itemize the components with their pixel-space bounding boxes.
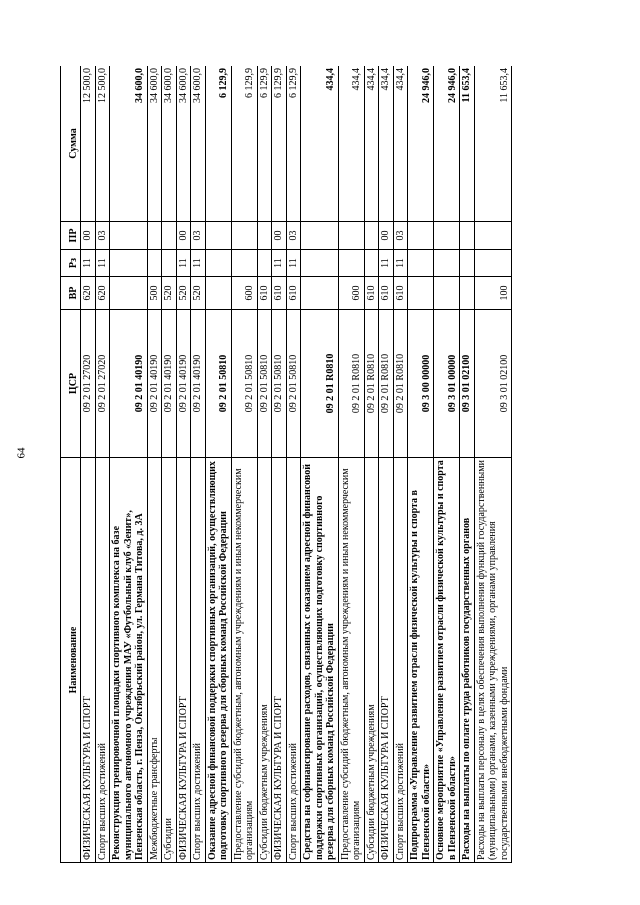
table-row	[301, 66, 339, 863]
row-csr-cell: 09 2 01 R0810	[301, 310, 339, 458]
row-pr-cell	[338, 222, 364, 250]
row-name-cell: ФИЗИЧЕСКАЯ КУЛЬТУРА И СПОРТ	[81, 458, 96, 863]
row-pr-cell: 03	[393, 222, 408, 250]
row-csr-cell: 09 3 00 00000	[408, 310, 434, 458]
table-row	[231, 66, 257, 863]
row-vr-cell: 610	[257, 277, 272, 310]
row-sum-cell: 34 600,0	[176, 66, 191, 222]
row-sum-cell: 11 653,4	[460, 66, 475, 222]
header-sum: Сумма	[61, 66, 81, 222]
header-vr: ВР	[61, 277, 81, 310]
row-sum-cell: 12 500,0	[81, 66, 96, 222]
row-name-cell: ФИЗИЧЕСКАЯ КУЛЬТУРА И СПОРТ	[272, 458, 287, 863]
row-vr-cell: 620	[95, 277, 110, 310]
row-pr-cell: 00	[81, 222, 96, 250]
row-rz-cell	[301, 250, 339, 277]
row-name-cell: Межбюджетные трансферты	[147, 458, 162, 863]
row-pr-cell	[301, 222, 339, 250]
row-name-cell: Средства на софинансирование расходов, связанных с оказанием адресной финансовой поддержки спортивных организаций, осуществляющих подготовку спортивного резерва для сборных команд Российской Федерации	[301, 458, 339, 863]
row-sum-cell: 12 500,0	[95, 66, 110, 222]
header-pr: ПР	[61, 222, 81, 250]
row-rz-cell: 11	[81, 250, 96, 277]
row-vr-cell: 610	[393, 277, 408, 310]
budget-table-sheet	[60, 66, 585, 863]
row-vr-cell: 520	[191, 277, 206, 310]
row-rz-cell: 11	[286, 250, 301, 277]
row-csr-cell: 09 2 01 27020	[81, 310, 96, 458]
row-name-cell: Реконструкция тренировочной площадки спортивного комплекса на базе муниципального автономного учреждения МАУ «Футбольный клуб «Зенит», Пензенская область, г. Пенза, Октябрьский район, ул. Германа Титова, д. 3А	[110, 458, 148, 863]
row-name-cell: ФИЗИЧЕСКАЯ КУЛЬТУРА И СПОРТ	[379, 458, 394, 863]
row-rz-cell: 11	[95, 250, 110, 277]
row-rz-cell	[460, 250, 475, 277]
row-sum-cell: 434,4	[338, 66, 364, 222]
page-number-container	[0, 0, 42, 905]
row-csr-cell: 09 2 01 50810	[272, 310, 287, 458]
row-csr-cell: 09 2 01 R0810	[364, 310, 379, 458]
row-csr-cell: 09 2 01 50810	[286, 310, 301, 458]
row-pr-cell	[408, 222, 434, 250]
row-vr-cell: 520	[162, 277, 177, 310]
row-csr-cell: 09 3 01 02100	[460, 310, 475, 458]
page-number: 64	[15, 447, 27, 458]
row-rz-cell	[474, 250, 512, 277]
row-name-cell: Спорт высших достижений	[95, 458, 110, 863]
row-vr-cell	[110, 277, 148, 310]
row-name-cell: Спорт высших достижений	[191, 458, 206, 863]
row-rz-cell: 11	[176, 250, 191, 277]
table-row	[162, 66, 177, 863]
row-sum-cell: 11 653,4	[474, 66, 512, 222]
row-pr-cell: 00	[272, 222, 287, 250]
table-row	[434, 66, 460, 863]
header-csr: ЦСР	[61, 310, 81, 458]
row-sum-cell: 434,4	[379, 66, 394, 222]
row-rz-cell: 11	[191, 250, 206, 277]
row-sum-cell: 34 600,0	[110, 66, 148, 222]
row-name-cell: Предоставление субсидий бюджетным, автономным учреждениям и иным некоммерческим организациям	[231, 458, 257, 863]
row-name-cell: Оказание адресной финансовой поддержки спортивных организаций, осуществляющих подготовку спортивного резерва для сборных команд Российской Федерации	[205, 458, 231, 863]
row-vr-cell	[301, 277, 339, 310]
row-vr-cell: 610	[364, 277, 379, 310]
table-body	[81, 66, 512, 863]
row-vr-cell: 610	[272, 277, 287, 310]
table-row	[176, 66, 191, 863]
row-pr-cell	[460, 222, 475, 250]
row-pr-cell: 03	[286, 222, 301, 250]
row-pr-cell	[162, 222, 177, 250]
table-row	[272, 66, 287, 863]
row-rz-cell	[257, 250, 272, 277]
row-csr-cell: 09 2 01 40190	[162, 310, 177, 458]
row-sum-cell: 434,4	[393, 66, 408, 222]
row-rz-cell	[364, 250, 379, 277]
header-name: Наименование	[61, 458, 81, 863]
row-pr-cell: 00	[176, 222, 191, 250]
row-rz-cell	[110, 250, 148, 277]
row-pr-cell	[257, 222, 272, 250]
row-rz-cell	[434, 250, 460, 277]
row-rz-cell: 11	[272, 250, 287, 277]
row-vr-cell: 100	[474, 277, 512, 310]
table-row	[379, 66, 394, 863]
row-name-cell: Спорт высших достижений	[393, 458, 408, 863]
row-sum-cell: 6 129,9	[286, 66, 301, 222]
table-row	[205, 66, 231, 863]
table-row	[286, 66, 301, 863]
row-csr-cell: 09 2 01 R0810	[379, 310, 394, 458]
row-csr-cell: 09 2 01 40190	[191, 310, 206, 458]
row-sum-cell: 6 129,9	[205, 66, 231, 222]
row-sum-cell: 6 129,9	[257, 66, 272, 222]
row-name-cell: Субсидии бюджетным учреждениям	[364, 458, 379, 863]
row-sum-cell: 24 946,0	[408, 66, 434, 222]
row-csr-cell: 09 2 01 50810	[257, 310, 272, 458]
budget-table	[60, 66, 512, 863]
row-csr-cell: 09 2 01 R0810	[393, 310, 408, 458]
row-rz-cell	[162, 250, 177, 277]
row-sum-cell: 434,4	[301, 66, 339, 222]
row-rz-cell	[408, 250, 434, 277]
row-pr-cell: 03	[191, 222, 206, 250]
row-pr-cell	[110, 222, 148, 250]
row-name-cell: ФИЗИЧЕСКАЯ КУЛЬТУРА И СПОРТ	[176, 458, 191, 863]
row-vr-cell: 520	[176, 277, 191, 310]
row-vr-cell: 600	[231, 277, 257, 310]
table-header-row	[61, 66, 81, 863]
row-vr-cell: 610	[379, 277, 394, 310]
row-vr-cell: 600	[338, 277, 364, 310]
row-sum-cell: 34 600,0	[147, 66, 162, 222]
row-pr-cell	[364, 222, 379, 250]
row-name-cell: Основное мероприятие «Управление развитием отрасли физической культуры и спорта в Пензенской области»	[434, 458, 460, 863]
row-vr-cell: 500	[147, 277, 162, 310]
row-vr-cell: 620	[81, 277, 96, 310]
row-vr-cell	[460, 277, 475, 310]
row-sum-cell: 34 600,0	[191, 66, 206, 222]
rotated-page-area	[60, 66, 585, 863]
row-csr-cell: 09 3 01 02100	[474, 310, 512, 458]
row-sum-cell: 24 946,0	[434, 66, 460, 222]
row-pr-cell	[474, 222, 512, 250]
row-name-cell: Спорт высших достижений	[286, 458, 301, 863]
row-vr-cell	[434, 277, 460, 310]
row-pr-cell	[434, 222, 460, 250]
row-rz-cell	[338, 250, 364, 277]
row-pr-cell	[205, 222, 231, 250]
table-row	[460, 66, 475, 863]
row-rz-cell	[231, 250, 257, 277]
row-csr-cell: 09 2 01 R0810	[338, 310, 364, 458]
table-row	[408, 66, 434, 863]
row-name-cell: Предоставление субсидий бюджетным, автономным учреждениям и иным некоммерческим организациям	[338, 458, 364, 863]
row-csr-cell: 09 2 01 50810	[231, 310, 257, 458]
row-pr-cell	[147, 222, 162, 250]
table-row	[474, 66, 512, 863]
row-pr-cell: 00	[379, 222, 394, 250]
row-vr-cell	[205, 277, 231, 310]
row-sum-cell: 434,4	[364, 66, 379, 222]
table-row	[257, 66, 272, 863]
table-row	[110, 66, 148, 863]
row-csr-cell: 09 2 01 27020	[95, 310, 110, 458]
row-csr-cell: 09 2 01 40190	[147, 310, 162, 458]
table-row	[364, 66, 379, 863]
row-name-cell: Расходы на выплаты персоналу в целях обеспечения выполнения функций государственными (муниципальными) органами, казенными учреждениями, органами управления государственными внебюджетными фондами	[474, 458, 512, 863]
row-sum-cell: 6 129,9	[272, 66, 287, 222]
row-vr-cell	[408, 277, 434, 310]
table-row	[191, 66, 206, 863]
row-rz-cell: 11	[379, 250, 394, 277]
row-rz-cell	[205, 250, 231, 277]
row-name-cell: Подпрограмма «Управление развитием отрасли физической культуры и спорта в Пензенской области»	[408, 458, 434, 863]
row-rz-cell: 11	[393, 250, 408, 277]
table-row	[81, 66, 96, 863]
row-vr-cell: 610	[286, 277, 301, 310]
row-pr-cell: 03	[95, 222, 110, 250]
header-rz: Рз	[61, 250, 81, 277]
table-row	[338, 66, 364, 863]
row-name-cell: Расходы на выплаты по оплате труда работников государственных органов	[460, 458, 475, 863]
row-csr-cell: 09 2 01 40190	[176, 310, 191, 458]
row-csr-cell: 09 3 01 00000	[434, 310, 460, 458]
table-row	[147, 66, 162, 863]
row-sum-cell: 6 129,9	[231, 66, 257, 222]
row-rz-cell	[147, 250, 162, 277]
row-name-cell: Субсидии бюджетным учреждениям	[257, 458, 272, 863]
row-sum-cell: 34 600,0	[162, 66, 177, 222]
row-csr-cell: 09 2 01 40190	[110, 310, 148, 458]
row-name-cell: Субсидии	[162, 458, 177, 863]
table-row	[95, 66, 110, 863]
row-pr-cell	[231, 222, 257, 250]
table-row	[393, 66, 408, 863]
row-csr-cell: 09 2 01 50810	[205, 310, 231, 458]
